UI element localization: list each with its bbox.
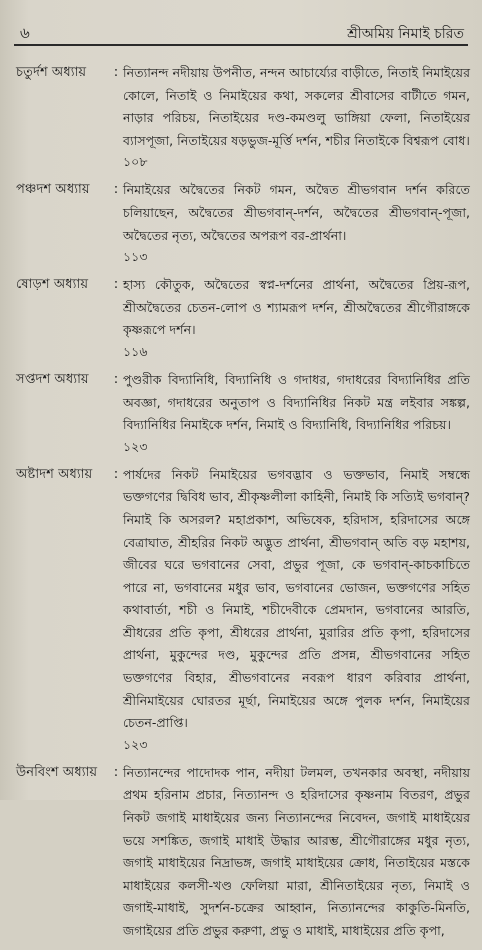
chapter-page-number: ১০৮ xyxy=(123,154,148,170)
chapter-summary: পার্ষদের নিকট নিমাইয়ের ভগবদ্ভাব ও ভক্তভাব, নিমাই সম্বন্ধে ভক্তগণের দ্বিবিধ ভাব, শ্রীকৃষ্ণলীলা কাহিনী, নিমাই কি সত্যিই ভগবান্? নিমাই কি অসরল? মহাপ্রকাশ, অভিষেক, হরিদাস, হরিদাসের অঙ্গে বেত্রাঘাত, শ্রীহরির নিকট অদ্ভুত প্রার্থনা, শ্রীভগবান্ অতি বড় মহাশয়, জীবের ঘরে ভগবানের সেবা, প্রভুর পূজা, কে ভগবান্-কাচকাচিতে পারে না, ভগবানের মধুর ভাব, ভগবানের ভোজন, ভক্তগণের সহিত কথাবার্তা, শচী ও নিমাই, শচীদেবীকে প্রেমদান, ভগবানের আরতি, শ্রীধরের প্রতি কৃপা, শ্রীধরের প্রার্থনা, মুরারির প্রতি কৃপা, হরিদাসের প্রার্থনা, মুকুন্দের দণ্ড, মুকুন্দের প্রতি প্রসন্ন, শ্রীভগবানের সহিত ভক্তগণের বিহার, শ্রীভগবানের নবরূপ ধারণ করিবার প্রার্থনা, শ্রীনিমাইয়ের ঘোরতর মূর্ছা, নিমাইয়ের অঙ্গে পুলক দর্শন, নিমাইয়ের চেতন-প্রাপ্তি। xyxy=(123,466,470,731)
chapter-summary-block xyxy=(123,179,470,267)
chapter-page-number: ১২৩ xyxy=(123,438,148,454)
colon-separator: : xyxy=(113,277,119,293)
chapter-summary-block xyxy=(123,369,470,457)
chapter-summary-block xyxy=(123,464,470,755)
chapter-label: ষোড়শ অধ্যায় xyxy=(16,277,89,293)
chapter-summary: পুণ্ডরীক বিদ্যানিধি, বিদ্যানিধি ও গদাধর, গদাধরের বিদ্যানিধির প্রতি অবজ্ঞা, গদাধরের অনুতাপ ও বিদ্যানিধির নিকট মন্ত্র লইবার সঙ্কল্প, বিদ্যানিধির নিমাইকে দর্শন, নিমাই ও বিদ্যানিধি, বিদ্যানিধির পরিচয়। xyxy=(123,371,470,433)
chapter-page-number: ১২৩ xyxy=(123,736,148,752)
colon-separator: : xyxy=(113,466,119,482)
toc-entry xyxy=(16,464,470,755)
chapter-page-number: ১১৩ xyxy=(123,249,148,265)
header-rule xyxy=(14,44,468,46)
colon-separator: : xyxy=(113,65,119,80)
chapter-summary-block xyxy=(123,274,470,362)
toc-entry xyxy=(16,762,470,943)
colon-separator: : xyxy=(113,371,119,387)
toc-entries xyxy=(16,62,470,950)
colon-separator: : xyxy=(113,764,119,780)
chapter-summary-block xyxy=(123,762,470,943)
toc-entry xyxy=(16,62,470,172)
chapter-label: পঞ্চদশ অধ্যায় xyxy=(16,182,90,198)
chapter-summary: নিমাইয়ের অদ্বৈতের নিকট গমন, অদ্বৈত শ্রীভগবান দর্শন করিতে চলিয়াছেন, অদ্বৈতের শ্রীভগবান্-দর্শন, অদ্বৈতের শ্রীভগবান্-পূজা, অদ্বৈতের নৃত্য, অদ্বৈতের অপরূপ বর-প্রার্থনা। xyxy=(123,182,470,243)
toc-entry xyxy=(16,369,470,457)
page-number: ৬ xyxy=(20,24,30,42)
running-title: শ্রীঅমিয় নিমাই চরিত xyxy=(347,26,464,42)
chapter-label: চতুর্দশ অধ্যায় xyxy=(16,65,87,80)
chapter-summary: নিত্যানন্দ নদীয়ায় উপনীত, নন্দন আচার্য্যের বাড়ীতে, নিতাই নিমাইয়ের কোলে, নিতাই ও নিমাইয়ের কথা, সকলের শ্রীবাসের বাটীতে গমন, নাড়ার পরিচয়, নিতাইয়ের দণ্ড-কমণ্ডলু ভাঙ্গিয়া ফেলা, নিতাইয়ের ব্যাসপূজা, নিতাইয়ের ষড়ভুজ-মূর্ত্তি দর্শন, শচীর নিতাইকে বিশ্বরূপ বোধ। xyxy=(123,65,470,148)
toc-entry xyxy=(16,274,470,362)
toc-entry xyxy=(16,179,470,267)
chapter-page-number: ১১৬ xyxy=(123,343,148,359)
chapter-summary: হাস্য কৌতুক, অদ্বৈতের স্বপ্ন-দর্শনের প্রার্থনা, অদ্বৈতের প্রিয়-রূপ, শ্রীঅদ্বৈতের চেতন-লোপ ও শ্যামরূপ দর্শন, শ্রীঅদ্বৈতের শ্রীগৌরাঙ্গকে কৃষ্ণরূপে দর্শন। xyxy=(123,277,470,338)
chapter-summary-block xyxy=(123,62,470,172)
chapter-label: সপ্তদশ অধ্যায় xyxy=(16,371,89,387)
chapter-summary: নিত্যানন্দের পাদোদক পান, নদীয়া টলমল, তখনকার অবস্থা, নদীয়ায় প্রথম হরিনাম প্রচার, নিত্যানন্দ ও হরিদাসের কৃষ্ণনাম বিতরণ, প্রভুর নিকট জগাই মাধাইয়ের জন্য নিত্যানন্দের নিবেদন, জগাই মাধাইয়ের ভয়ে সশঙ্কিত, জগাই মাধাই উদ্ধার আরম্ভ, শ্রীগৌরাঙ্গের মধুর নৃত্য, জগাই মাধাইয়ের নিদ্রাভঙ্গ, জগাই মাধাইয়ের ক্রোধ, নিতাইয়ের মস্তকে মাধাইয়ের কলসী-খণ্ড ফেলিয়া মারা, শ্রীনিতাইয়ের নৃত্য, নিমাই ও জগাই-মাধাই, সুদর্শন-চক্রের আহ্বান, নিত্যানন্দের কাকুতি-মিনতি, জগাইয়ের প্রতি প্রভুর করুণা, প্রভু ও মাধাই, মাধাইয়ের প্রতি কৃপা, xyxy=(123,764,470,938)
chapter-label: অষ্টাদশ অধ্যায় xyxy=(16,466,93,482)
chapter-label: উনবিংশ অধ্যায় xyxy=(16,764,98,780)
colon-separator: : xyxy=(113,182,119,198)
